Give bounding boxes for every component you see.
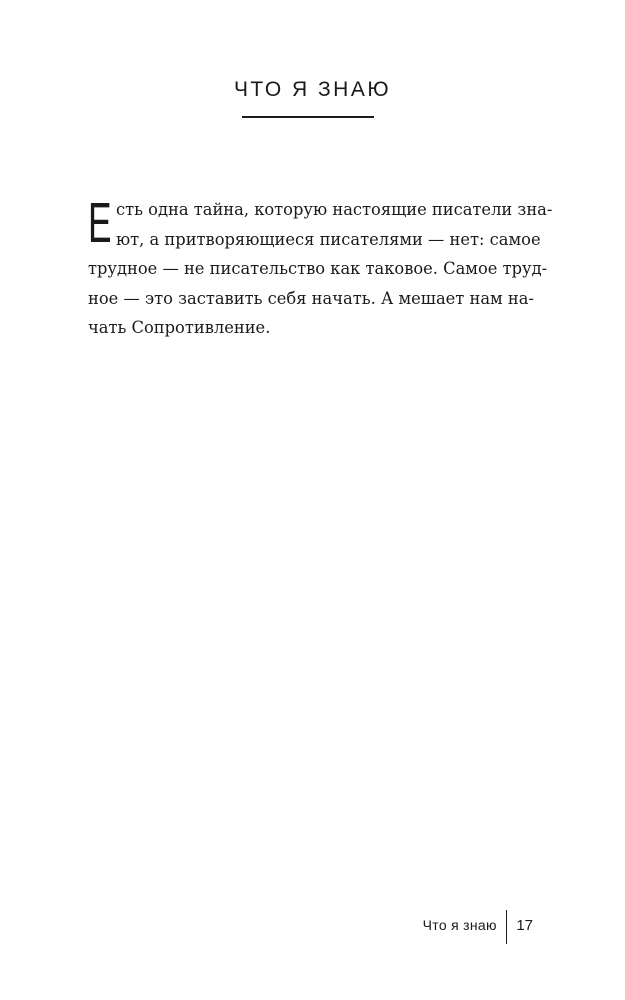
title-underline bbox=[242, 116, 374, 118]
running-head: Что я знаю bbox=[422, 917, 497, 933]
chapter-title: ЧТО Я ЗНАЮ bbox=[233, 78, 392, 101]
page-footer bbox=[423, 906, 533, 944]
paragraph-line: трудное — не писательство как таковое. Самое труд- bbox=[88, 259, 548, 278]
paragraph-line: чать Сопротивление. bbox=[88, 318, 271, 337]
paragraph-line: ное — это заставить себя начать. А мешает нам на- bbox=[88, 288, 534, 308]
paragraph-line: ют, а притворяющиеся писателями — нет: самое bbox=[116, 229, 541, 249]
body-paragraph bbox=[88, 191, 553, 343]
drop-cap: Е bbox=[88, 191, 112, 255]
page-number: 17 bbox=[516, 916, 533, 934]
paragraph-line: сть одна тайна, которую настоящие писатели зна- bbox=[116, 200, 553, 219]
